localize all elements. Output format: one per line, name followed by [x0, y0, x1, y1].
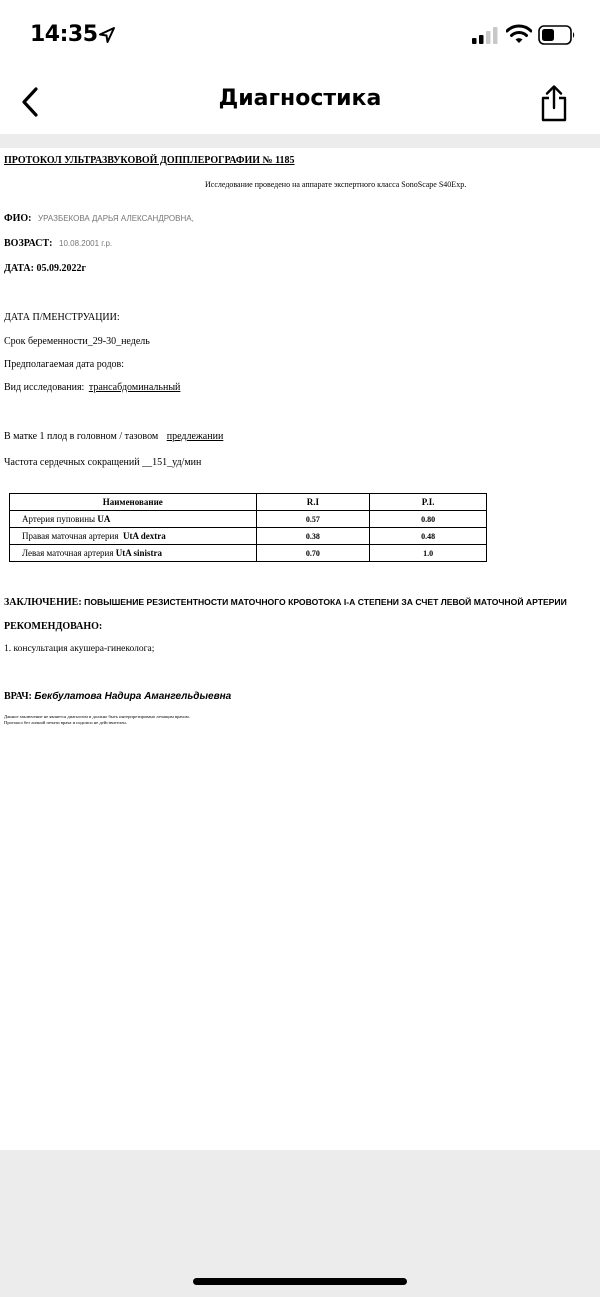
pi-value: 0.80 [370, 511, 487, 528]
table-header-ri: R.I [256, 494, 370, 511]
disclaimer-line-1: Данное заключение не является диагнозом и должно быть интерпретировано лечащим врачом. [4, 714, 190, 719]
document-title: ПРОТОКОЛ УЛЬТРАЗВУКОВОЙ ДОППЛЕРОГРАФИИ № 1185 [4, 155, 295, 166]
age-label: ВОЗРАСТ: [4, 238, 53, 249]
ri-value: 0.38 [256, 528, 370, 545]
wifi-icon [506, 24, 532, 44]
doctor-label: ВРАЧ: [4, 691, 32, 702]
cellular-signal-icon [472, 27, 498, 44]
fio-label: ФИО: [4, 213, 32, 224]
home-indicator[interactable] [193, 1278, 407, 1285]
last-menstruation: ДАТА П/МЕНСТРУАЦИИ: [4, 312, 120, 323]
fio-value: УРАЗБЕКОВА ДАРЬЯ АЛЕКСАНДРОВНА, [37, 214, 194, 223]
vessel-name-cell [10, 528, 257, 545]
vessel-name-cell [10, 545, 257, 562]
exam-type-line [4, 382, 180, 393]
vessel-name: Левая маточная артерия [22, 548, 114, 558]
status-time: 14:35 [30, 22, 98, 47]
age-line [4, 238, 112, 249]
recommended-label: РЕКОМЕНДОВАНО: [4, 621, 103, 632]
conclusion-label: ЗАКЛЮЧЕНИЕ: [4, 597, 82, 608]
vessel-code: UtA sinistra [115, 548, 163, 558]
document-page[interactable] [0, 148, 600, 1150]
page-title: Диагностика [218, 86, 382, 111]
ri-value: 0.57 [256, 511, 370, 528]
doctor-line [4, 691, 231, 702]
heart-rate: Частота сердечных сокращений __151_уд/мин [4, 457, 202, 468]
table-row [10, 545, 487, 562]
age-value: 10.08.2001 г.р. [59, 239, 113, 248]
table-row [10, 528, 487, 545]
pi-value: 0.48 [370, 528, 487, 545]
disclaimer [4, 714, 304, 726]
conclusion-line [4, 597, 567, 608]
gestation-term: Срок беременности_29-30_недель [4, 336, 150, 347]
table-header-row [10, 494, 487, 511]
fetus-text: В матке 1 плод в головном / тазовом [4, 431, 159, 442]
vessel-name: Артерия пуповины [22, 514, 96, 524]
battery-icon [538, 25, 576, 45]
share-button[interactable] [534, 80, 574, 126]
fetus-presentation: предлежании [166, 431, 224, 442]
nav-bar [0, 72, 600, 134]
vessel-code: UtA dextra [122, 531, 166, 541]
vessel-name-cell [10, 511, 257, 528]
fetus-line [4, 431, 223, 442]
doctor-name: Бекбулатова Надира Амангельдыевна [34, 691, 232, 702]
pi-value: 1.0 [370, 545, 487, 562]
location-arrow-icon [98, 26, 116, 44]
due-date: Предполагаемая дата родов: [4, 359, 125, 370]
ri-value: 0.70 [256, 545, 370, 562]
vessel-name: Правая маточная артерия [22, 531, 119, 541]
status-bar [0, 0, 600, 72]
vessel-code: UA [97, 514, 111, 524]
recommendation-item: 1. консультация акушера-гинеколога; [4, 644, 155, 654]
exam-type-label: Вид исследования: [4, 382, 85, 393]
exam-type-value: трансабдоминальный [88, 382, 181, 393]
table-header-name: Наименование [10, 494, 257, 511]
exam-date: ДАТА: 05.09.2022г [4, 263, 86, 274]
conclusion-text: ПОВЫШЕНИЕ РЕЗИСТЕНТНОСТИ МАТОЧНОГО КРОВОТОКА I-А СТЕПЕНИ ЗА СЧЕТ ЛЕВОЙ МАТОЧНОЙ АРТЕРИИ [84, 597, 567, 607]
doppler-table [9, 493, 487, 562]
fio-line [4, 213, 194, 224]
disclaimer-line-2: Протокол без личной печати врача и подписи не действителен. [4, 720, 127, 725]
share-icon [538, 83, 570, 123]
table-header-pi: P.I. [370, 494, 487, 511]
table-row [10, 511, 487, 528]
device-note: Исследование проведено на аппарате экспертного класса SonoScape S40Exp. [205, 180, 467, 189]
